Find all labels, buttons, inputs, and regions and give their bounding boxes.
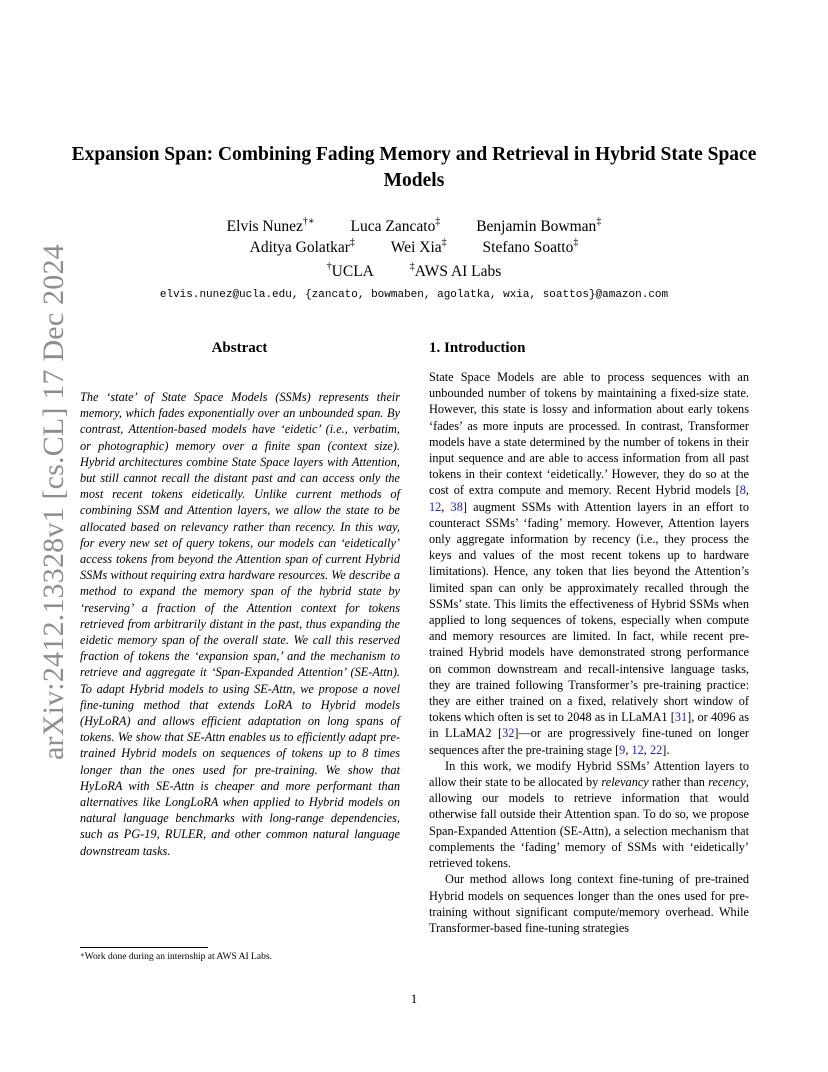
citation-link[interactable]: 32	[502, 726, 515, 741]
author: Aditya Golatkar‡	[249, 237, 355, 256]
affiliation: †UCLA	[326, 261, 374, 280]
author: Stefano Soatto‡	[482, 237, 579, 256]
footnote-rule	[80, 947, 208, 948]
author: Elvis Nunez†∗	[226, 216, 315, 235]
citation-link[interactable]: 12	[631, 742, 644, 757]
citation-link[interactable]: 12	[429, 499, 442, 514]
abstract-heading: Abstract	[211, 340, 268, 356]
page-number: 1	[410, 991, 418, 1006]
affiliations	[60, 263, 768, 281]
authors-row-1	[60, 218, 768, 236]
arxiv-identifier: arXiv:2412.13328v1 [cs.CL] 17 Dec 2024	[37, 244, 70, 760]
citation-link[interactable]: 38	[450, 499, 463, 514]
abstract-text: The ‘state’ of State Space Models (SSMs) represents their memory, which fades exponentially over an unbounded span. By contrast, Attention-based models have ‘eidetic’ (i.e., verbatim, or photographic) memory over a finite span (context size). Hybrid architectures combine State Space layers with Attention, but still cannot recall the distant past and can access only the most recent tokens eidetically. Unlike current methods of combining SSM and Attention layers, we allow the state to be allocated based on relevancy rather than recency. In this way, for every new set of query tokens, our models can ‘eidetically’ access tokens from beyond the Attention span of current Hybrid SSMs without requiring extra hardware resources. We describe a method to expand the memory span of the hybrid state by ‘reserving’ a fraction of the Attention context for tokens retrieved from arbitrarily distant in the past, thus expanding the eidetic memory span of the overall state. We call this reserved fraction of tokens the ‘expansion span,’ and the mechanism to retrieve and aggregate it ‘Span-Expanded Attention’ (SE-Attn). To adapt Hybrid models to using SE-Attn, we propose a novel fine-tuning method that extends LoRA to Hybrid models (HyLoRA) and allows efficient adaptation on long spans of tokens. We show that SE-Attn enables us to efficiently adapt pre-trained Hybrid models on sequences of tokens up to 8 times longer than the ones used for pre-training. We show that HyLoRA with SE-Attn is cheaper and more performant than alternatives like LongLoRA when applied to Hybrid models on natural language benchmarks with long-range dependencies, such as PG-19, RULER, and other common natural language downstream tasks.	[80, 390, 400, 858]
intro-paragraph-3: Our method allows long context fine-tuning of pre-trained Hybrid models on sequences longer than the ones used for pre-training without significant compute/memory overhead. While Transformer-based fine-tuning strategies	[429, 872, 749, 935]
authors-row-2	[60, 239, 768, 257]
affiliation: ‡AWS AI Labs	[409, 261, 502, 280]
author: Wei Xia‡	[390, 237, 447, 256]
citation-link[interactable]: 8	[739, 483, 746, 498]
citation-link[interactable]: 22	[649, 742, 663, 757]
introduction-heading: 1. Introduction	[429, 340, 526, 356]
citation-link[interactable]: 31	[674, 710, 688, 725]
author: Luca Zancato‡	[350, 216, 441, 235]
introduction-text	[429, 369, 749, 936]
author-emails[interactable]: elvis.nunez@ucla.edu, {zancato, bowmaben, agolatka, wxia, soattos}@amazon.com	[159, 289, 669, 301]
paper-title: Expansion Span: Combining Fading Memory and Retrieval in Hybrid State Space Models	[71, 144, 757, 191]
intro-paragraph-2: In this work, we modify Hybrid SSMs’ Attention layers to allow their state to be allocated by relevancy rather than recency, allowing our models to retrieve information that would otherwise fall outside their Attention span. To do so, we propose Span-Expanded Attention (SE-Attn), a selection mechanism that complements the ‘fading’ memory of SSMs with ‘eidetically’ retrieved tokens.	[429, 758, 749, 871]
footnote: ∗Work done during an internship at AWS AI Labs.	[80, 951, 272, 962]
citation-link[interactable]: 9	[619, 742, 626, 757]
author: Benjamin Bowman‡	[476, 216, 602, 235]
intro-paragraph-1: State Space Models are able to process sequences with an unbounded number of tokens by maintaining a fixed-size state. However, this state is lossy and information about early tokens ‘fades’ as more inputs are processed. In contrast, Transformer models have a state determined by the number of tokens in their input sequence and are able to access information from all past tokens in their context ‘eidetically.’ However, they do so at the cost of extra compute and memory. Recent Hybrid models [8, 12, 38] augment SSMs with Attention layers in an effort to counteract SSMs’ ‘fading’ memory. However, Attention layers only aggregate information by recency (i.e., they process the keys and values of the most recent tokens up to hardware limitations). Hence, any token that lies beyond the Attention’s limited span can only be approximately recalled through the SSMs’ state. This limits the effectiveness of Hybrid SSMs when applied to long sequences of tokens, especially when compute and memory resources are limited. In fact, while recent pre-trained Hybrid models have demonstrated strong performance on common downstream and recall-intensive language tasks, they are trained following Transformer’s pre-training practice: they are either trained on a fixed, relatively short window of tokens which often is set to 2048 as in LLaMA1 [31], or 4096 as in LLaMA2 [32]—or are progressively fine-tuned on longer sequences after the pre-training stage [9, 12, 22].	[429, 370, 749, 757]
